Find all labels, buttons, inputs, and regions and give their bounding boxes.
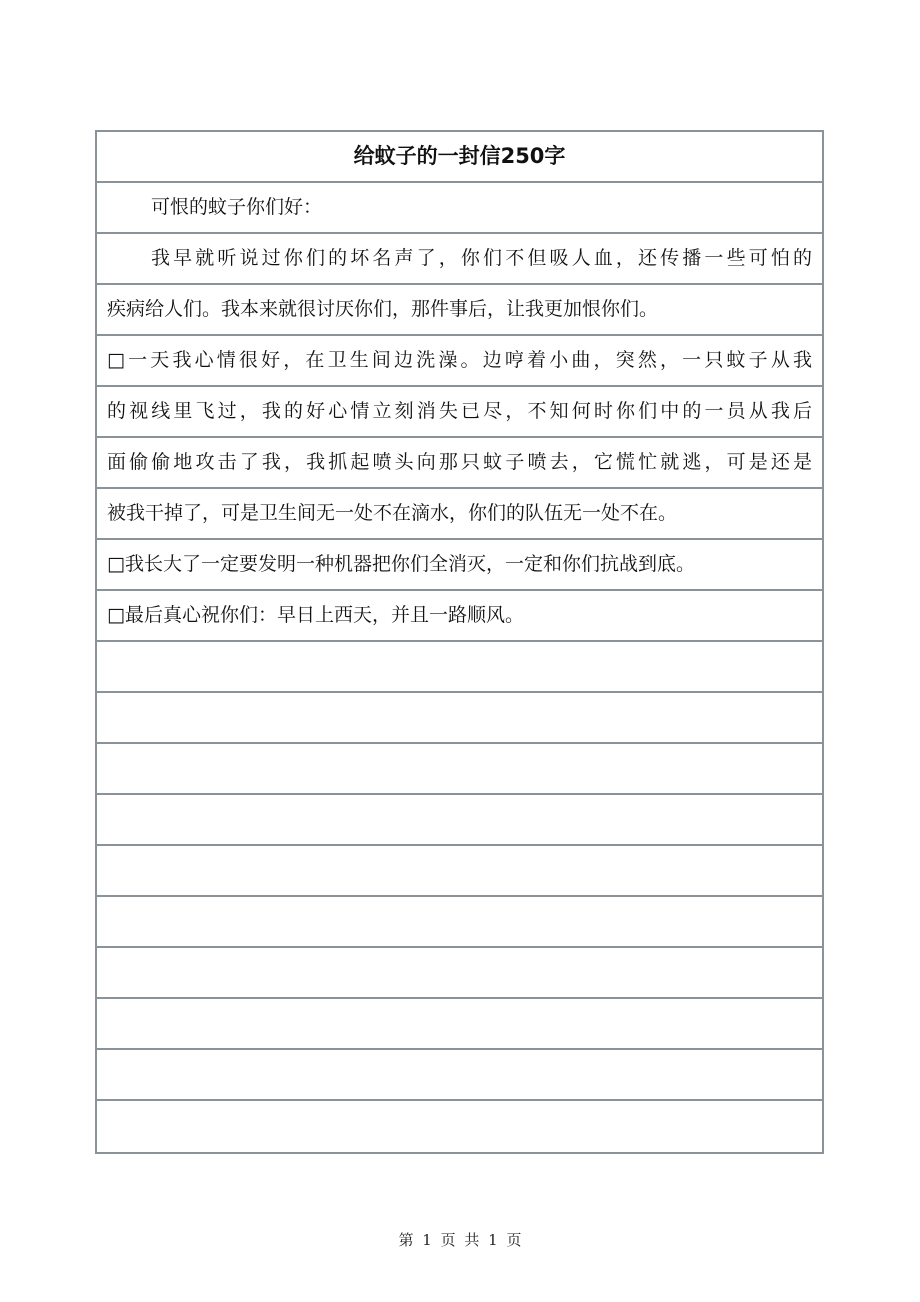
letter-line: □我长大了一定要发明一种机器把你们全消灭，一定和你们抗战到底。 (97, 540, 822, 591)
letter-line: 面偷偷地攻击了我，我抓起喷头向那只蚊子喷去，它慌忙就逃，可是还是 (97, 438, 822, 489)
empty-line (97, 693, 822, 744)
letter-line: 我早就听说过你们的坏名声了，你们不但吸人血，还传播一些可怕的 (97, 234, 822, 285)
letter-line: □最后真心祝你们：早日上西天，并且一路顺风。 (97, 591, 822, 642)
empty-line (97, 795, 822, 846)
letter-line: 被我干掉了，可是卫生间无一处不在滴水，你们的队伍无一处不在。 (97, 489, 822, 540)
letter-line: □一天我心情很好，在卫生间边洗澡。边哼着小曲，突然，一只蚊子从我 (97, 336, 822, 387)
letter-line: 的视线里飞过，我的好心情立刻消失已尽，不知何时你们中的一员从我后 (97, 387, 822, 438)
letter-grid (95, 130, 824, 1154)
empty-line (97, 948, 822, 999)
letter-line: 疾病给人们。我本来就很讨厌你们，那件事后，让我更加恨你们。 (97, 285, 822, 336)
empty-line (97, 744, 822, 795)
letter-title: 给蚊子的一封信250字 (97, 132, 822, 183)
empty-line (97, 897, 822, 948)
empty-line (97, 1050, 822, 1101)
empty-line (97, 642, 822, 693)
empty-line (97, 846, 822, 897)
empty-line (97, 999, 822, 1050)
empty-line (97, 1101, 822, 1152)
letter-greeting: 可恨的蚊子你们好： (97, 183, 822, 234)
page-number: 第 1 页 共 1 页 (398, 1231, 522, 1249)
